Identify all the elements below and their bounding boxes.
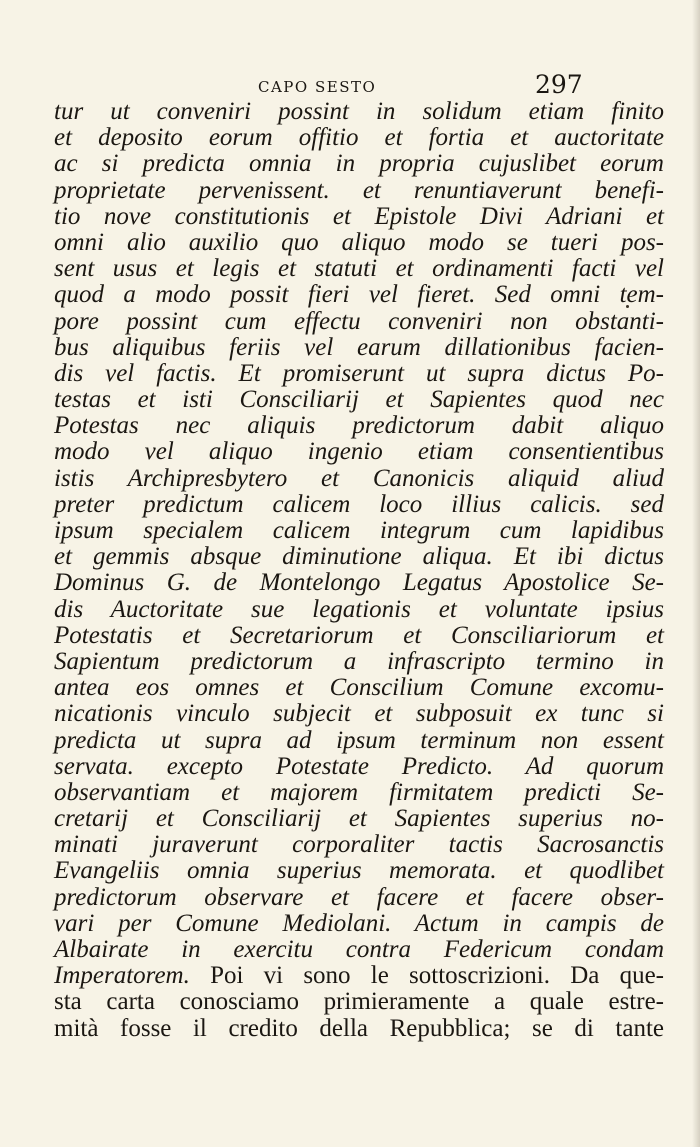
text-line: ipsum specialem calicem integrum cum lapidibus	[54, 517, 664, 544]
text-line: predictorum observare et facere et facere obser-	[54, 883, 664, 911]
running-head: CAPO SESTO	[258, 78, 377, 96]
text-line: Albairate in exercitu contra Federicum condam	[54, 936, 664, 963]
text-line: vari per Comune Mediolani. Actum in campis de	[54, 909, 664, 937]
text-line: pore possint cum effectu conveniri non obstanti-	[54, 307, 664, 335]
text-line: dis Auctoritate sue legationis et voluntate ipsius	[54, 595, 664, 623]
text-line: minati juraverunt corporaliter tactis Sacrosanctis	[54, 831, 664, 859]
text-line: et deposito eorum offitio et fortia et auctoritate	[54, 124, 664, 152]
body-text	[54, 99, 664, 1042]
text-line: quod a modo possit fieri vel fieret. Sed omni tem-	[54, 281, 664, 309]
text-line: servata. excepto Potestate Predicto. Ad quorum	[54, 752, 664, 780]
text-line: omni alio auxilio quo aliquo modo se tueri pos-	[54, 228, 664, 256]
text-line: sent usus et legis et statuti et ordinamenti facti vel	[54, 255, 664, 283]
page-number: 297	[535, 70, 583, 99]
text-line: et gemmis absque diminutione aliqua. Et ibi dictus	[54, 543, 664, 571]
text-line: Potestatis et Secretariorum et Consciliariorum et	[54, 621, 664, 649]
text-line: ac si predicta omnia in propria cujuslibet eorum	[54, 150, 664, 178]
mixed-text-line	[54, 963, 664, 989]
text-line: sta carta conosciamo primieramente a quale estre-	[54, 988, 664, 1016]
text-line: tio nove constitutionis et Epistole Divi Adriani et	[54, 202, 664, 230]
text-line: antea eos omnes et Conscilium Comune excomu-	[54, 674, 664, 702]
text-line: dis vel factis. Et promiserunt ut supra dictus Po-	[54, 359, 664, 387]
text-line: modo vel aliquo ingenio etiam consentientibus	[54, 438, 664, 466]
text-line: tur ut conveniri possint in solidum etiam finito	[54, 98, 664, 125]
text-line: cretarij et Consciliarij et Sapientes superius no-	[54, 805, 664, 833]
text-line: observantiam et majorem firmitatem predicti Se-	[54, 778, 664, 806]
latin-closing-word: Imperatorem.	[54, 962, 190, 990]
text-line: proprietate pervenissent. et renuntiaverunt benefi-	[54, 176, 664, 204]
text-line: preter predictum calicem loco illius calicis. sed	[54, 490, 664, 518]
text-line: Sapientum predictorum a infrascripto termino in	[54, 647, 664, 675]
text-line: mità fosse il credito della Repubblica; se di tante	[54, 1014, 664, 1042]
text-line: Dominus G. de Montelongo Legatus Apostolice Se-	[54, 569, 664, 597]
text-line: testas et isti Consciliarij et Sapientes quod nec	[54, 386, 664, 414]
text-line: istis Archipresbytero et Canonicis aliquid aliud	[54, 464, 664, 492]
text-line: bus aliquibus feriis vel earum dillationibus facien-	[54, 333, 664, 361]
text-line: nicationis vinculo subjecit et subposuit ex tunc si	[54, 700, 664, 728]
italian-commentary-start: Poi vi sono le sottoscrizioni. Da que-	[210, 962, 665, 990]
text-line: Evangeliis omnia superius memorata. et quodlibet	[54, 857, 664, 885]
text-line: Potestas nec aliquis predictorum dabit aliquo	[54, 412, 664, 440]
page-edge-shadow	[692, 0, 700, 1147]
text-line: predicta ut supra ad ipsum terminum non essent	[54, 726, 664, 754]
